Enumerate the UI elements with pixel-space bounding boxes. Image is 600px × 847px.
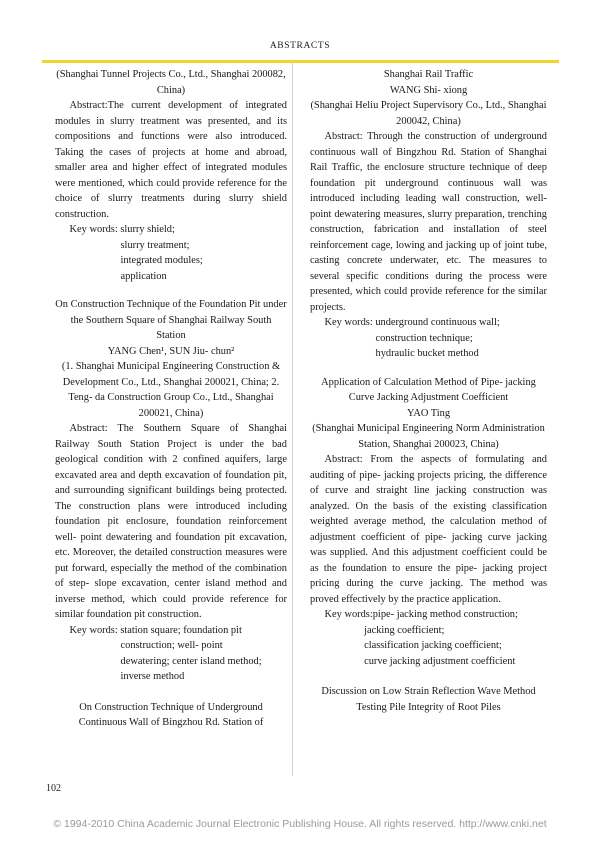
copyright-footer: © 1994-2010 China Academic Journal Electronic Publishing House. All rights reserved. http://www.cnki.net <box>53 818 547 830</box>
article3-keywords-label: Key words: underground continuous wall; <box>324 317 500 328</box>
article1-affiliation: (Shanghai Tunnel Projects Co., Ltd., Shanghai 200082, China) <box>56 69 286 96</box>
article4-title: Application of Calculation Method of Pipe- jacking Curve Jacking Adjustment Coefficient <box>321 376 536 403</box>
page-number: 102 <box>46 783 61 794</box>
article2-authors: YANG Chen¹, SUN Jiu- chun² <box>107 345 235 357</box>
article1-keyword: integrated modules; <box>120 255 203 266</box>
left-column <box>55 67 287 731</box>
article3-title: On Construction Technique of Underground Continuous Wall of Bingzhou Rd. Station of <box>78 701 264 728</box>
article4-keyword: classification jacking coefficient; <box>364 640 502 651</box>
article2-keyword: inverse method <box>120 671 185 682</box>
article1-abstract: Abstract:The current development of integrated modules in slurry treatment was presented, and its compositions and functions were also introduced. Taking the cases of projects at home and abroad, smaller area and higher effect of integrated modules were mentioned, which could provide reference for the choice of slurry treatments during slurry shield construction. <box>55 100 287 220</box>
article1-keyword: application <box>120 270 167 282</box>
header-rule <box>42 60 559 63</box>
article2-affiliation: (1. Shanghai Municipal Engineering Construction & Development Co., Ltd., Shanghai 200021, China; 2. Teng- da Construction Group Co., Ltd., Shanghai 200021, China) <box>61 361 281 419</box>
article4-abstract: Abstract: From the aspects of formulating and auditing of pipe- jacking projects pricing, the difference of curve and straight line jacking construction was analyzed. On the basis of the existing classification weighted average method, the calculation method of adjustment coefficient of pipe- jacking curve jacking was supplied. And this adjustment coefficient could be as the foundation to ensure the pipe- jacking project pricing during the curve jacking. The method was proved effectively by the practice application. <box>310 454 547 605</box>
right-column <box>310 67 547 715</box>
article2-keywords-label: Key words: station square; foundation pit <box>69 624 242 636</box>
article4-affiliation: (Shanghai Municipal Engineering Norm Administration Station, Shanghai 200023, China) <box>312 423 545 450</box>
article5-title: Discussion on Low Strain Reflection Wave Method Testing Pile Integrity of Root Piles <box>321 686 536 713</box>
article2-keyword: dewatering; center island method; <box>120 655 262 667</box>
article2-abstract: Abstract: The Southern Square of Shanghai Railway South Station Project is under the bad geological condition with 2 confined aquifers, large excavated area and depth excavation of foundation pit, and surrounding significant buildings being protected. The construction plans were introduced including foundation pit enclosure, foundation reinforcement well- point dewatering and foundation pit excavation, etc. Moreover, the detailed construction measures were put forward, especially the method of the combination of step- slope excavation, center island method and inverse method, which could provide reference for similar foundation pit construction. <box>55 423 287 620</box>
article3-keyword: hydraulic bucket method <box>375 348 479 359</box>
article1-keyword: slurry treatment; <box>120 239 190 251</box>
article2-title: On Construction Technique of the Foundation Pit under the Southern Square of Shanghai Railway South Station <box>55 299 287 341</box>
article2-keyword: construction; well- point <box>120 640 223 651</box>
running-header: ABSTRACTS <box>269 41 331 51</box>
article4-keyword: jacking coefficient; <box>364 624 445 636</box>
article3-affiliation: (Shanghai Heliu Project Supervisory Co., Ltd., Shanghai 200042, China) <box>310 100 547 127</box>
article4-keyword: curve jacking adjustment coefficient <box>364 655 516 667</box>
article3-author: WANG Shi- xiong <box>389 84 468 96</box>
article3-abstract: Abstract: Through the construction of underground continuous wall of Bingzhou Rd. Station of Shanghai Rail Traffic, the enclosure structure technique of deep foundation pit underground continuous wall was introduced including leading wall construction, well- point dewatering measures, slurry preparation, trenching construction, fabrication and installation of steel reinforcement cage, lowing and jacking up of joint tube, casting concrete underwater, etc. The measures to several specific conditions during the process were presented, which could provide reference for the similar projects. <box>310 131 547 313</box>
article4-author: YAO Ting <box>406 407 451 419</box>
article3-keyword: construction technique; <box>375 332 473 344</box>
column-divider <box>292 62 293 776</box>
article4-keywords-label: Key words:pipe- jacking method construction; <box>324 609 518 620</box>
article3-title-continued: Shanghai Rail Traffic <box>383 69 474 80</box>
article1-keywords-label: Key words: slurry shield; <box>69 224 175 235</box>
